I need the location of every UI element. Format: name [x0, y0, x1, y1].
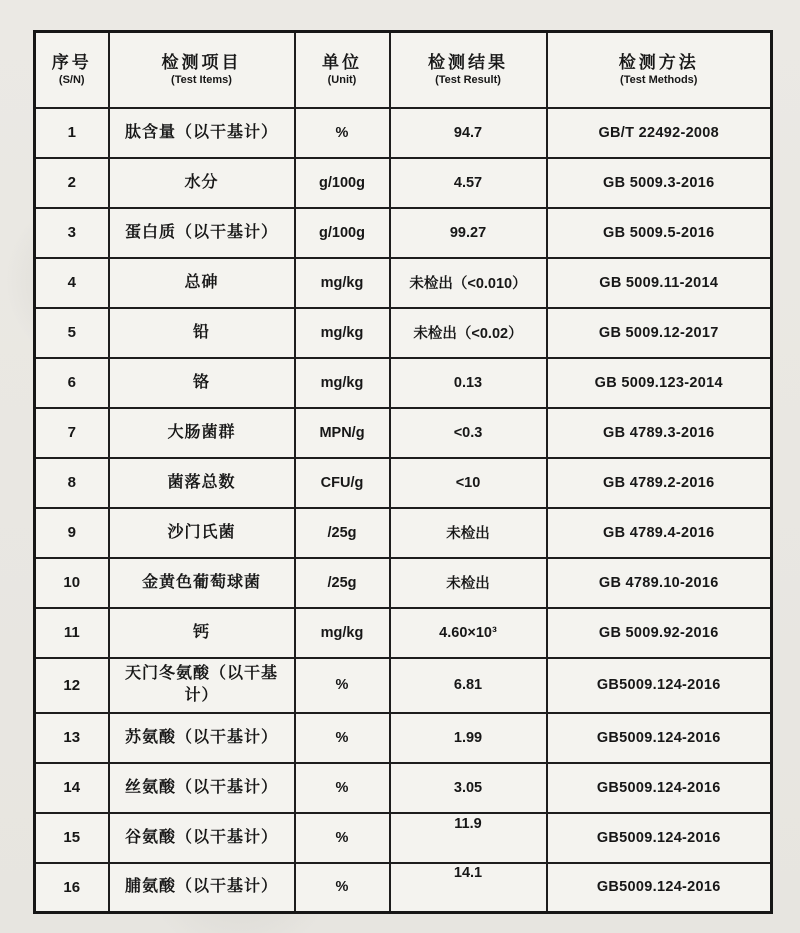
table-row	[35, 813, 772, 863]
unit-cell: %	[295, 658, 390, 713]
item-cell: 天门冬氨酸（以干基计）	[109, 658, 295, 713]
item-cell: 钙	[109, 608, 295, 658]
sn-cell: 15	[35, 813, 109, 863]
sn-cell: 2	[35, 158, 109, 208]
method-cell: GB 4789.4-2016	[547, 508, 772, 558]
result-value: 未检出（<0.02）	[413, 326, 523, 342]
column-header-en: (Test Methods)	[620, 74, 698, 87]
sn-cell: 14	[35, 763, 109, 813]
method-cell: GB 5009.92-2016	[547, 608, 772, 658]
result-cell	[390, 358, 547, 408]
result-cell	[390, 208, 547, 258]
method-cell: GB5009.124-2016	[547, 863, 772, 913]
item-cell: 金黄色葡萄球菌	[109, 558, 295, 608]
column-header-en: (S/N)	[58, 74, 85, 87]
sn-cell: 11	[35, 608, 109, 658]
table-row	[35, 608, 772, 658]
unit-cell: /25g	[295, 508, 390, 558]
table-row	[35, 408, 772, 458]
method-cell: GB5009.124-2016	[547, 658, 772, 713]
table-row	[35, 258, 772, 308]
table-row	[35, 108, 772, 158]
column-header-en: (Unit)	[327, 74, 357, 87]
unit-cell: /25g	[295, 558, 390, 608]
sn-cell: 3	[35, 208, 109, 258]
sn-cell: 12	[35, 658, 109, 713]
column-header-sn	[35, 32, 109, 108]
result-cell	[390, 558, 547, 608]
header-row	[35, 32, 772, 108]
unit-cell: %	[295, 763, 390, 813]
table-row	[35, 208, 772, 258]
result-cell	[390, 408, 547, 458]
result-value: 未检出（<0.010）	[409, 276, 527, 292]
column-header-methods	[547, 32, 772, 108]
unit-cell: %	[295, 713, 390, 763]
sn-cell: 4	[35, 258, 109, 308]
result-value: 4.57	[453, 174, 483, 191]
result-value: 0.13	[453, 374, 483, 391]
sn-cell: 6	[35, 358, 109, 408]
result-value: 4.60×10³	[439, 624, 497, 641]
item-cell: 脯氨酸（以干基计）	[109, 863, 295, 913]
table-row	[35, 863, 772, 913]
item-cell: 铬	[109, 358, 295, 408]
item-cell: 水分	[109, 158, 295, 208]
result-value: 6.81	[453, 677, 483, 693]
table-row	[35, 508, 772, 558]
result-value: 1.99	[453, 729, 483, 746]
unit-cell: %	[295, 813, 390, 863]
item-cell: 肽含量（以干基计）	[109, 108, 295, 158]
item-cell: 苏氨酸（以干基计）	[109, 713, 295, 763]
column-header-items	[109, 32, 295, 108]
unit-cell: MPN/g	[295, 408, 390, 458]
unit-cell: g/100g	[295, 158, 390, 208]
column-header-en: (Test Items)	[171, 74, 232, 87]
result-cell	[390, 763, 547, 813]
result-cell	[390, 158, 547, 208]
unit-cell: g/100g	[295, 208, 390, 258]
item-cell: 铅	[109, 308, 295, 358]
sn-cell: 5	[35, 308, 109, 358]
table-row	[35, 713, 772, 763]
unit-cell: CFU/g	[295, 458, 390, 508]
result-value: 未检出	[446, 526, 490, 542]
unit-cell: mg/kg	[295, 258, 390, 308]
result-value: 94.7	[453, 124, 483, 141]
unit-cell: %	[295, 863, 390, 913]
result-value: 99.27	[449, 224, 487, 241]
column-header-cn: 序号	[51, 52, 92, 72]
result-cell	[390, 508, 547, 558]
sn-cell: 10	[35, 558, 109, 608]
column-header-en: (Test Result)	[435, 74, 501, 87]
column-header-cn: 检测方法	[618, 52, 699, 72]
item-cell: 丝氨酸（以干基计）	[109, 763, 295, 813]
item-cell: 沙门氏菌	[109, 508, 295, 558]
table-row	[35, 763, 772, 813]
column-header-cn: 检测项目	[161, 52, 242, 72]
sn-cell: 8	[35, 458, 109, 508]
method-cell: GB 5009.5-2016	[547, 208, 772, 258]
unit-cell: mg/kg	[295, 358, 390, 408]
result-value: <0.3	[453, 424, 483, 441]
unit-cell: %	[295, 108, 390, 158]
item-cell: 大肠菌群	[109, 408, 295, 458]
table-row	[35, 658, 772, 713]
result-cell	[390, 658, 547, 713]
method-cell: GB 4789.2-2016	[547, 458, 772, 508]
result-value: 14.1	[453, 865, 483, 882]
result-cell	[390, 813, 547, 863]
result-value: 未检出	[446, 576, 490, 592]
result-cell	[390, 108, 547, 158]
result-cell	[390, 258, 547, 308]
method-cell: GB5009.124-2016	[547, 763, 772, 813]
result-cell	[390, 608, 547, 658]
method-cell: GB/T 22492-2008	[547, 108, 772, 158]
column-header-result	[390, 32, 547, 108]
item-cell: 总砷	[109, 258, 295, 308]
table-row	[35, 158, 772, 208]
method-cell: GB 5009.11-2014	[547, 258, 772, 308]
table-row	[35, 308, 772, 358]
result-cell	[390, 713, 547, 763]
column-header-cn: 检测结果	[428, 52, 508, 72]
item-cell: 蛋白质（以干基计）	[109, 208, 295, 258]
sn-cell: 7	[35, 408, 109, 458]
column-header-cn: 单位	[322, 52, 362, 72]
unit-cell: mg/kg	[295, 608, 390, 658]
method-cell: GB 4789.10-2016	[547, 558, 772, 608]
unit-cell: mg/kg	[295, 308, 390, 358]
result-value: 3.05	[453, 779, 483, 796]
item-cell: 谷氨酸（以干基计）	[109, 813, 295, 863]
method-cell: GB5009.124-2016	[547, 813, 772, 863]
column-header-unit	[295, 32, 390, 108]
test-report-table	[33, 30, 773, 914]
method-cell: GB 5009.12-2017	[547, 308, 772, 358]
result-cell	[390, 458, 547, 508]
table-row	[35, 358, 772, 408]
method-cell: GB 5009.3-2016	[547, 158, 772, 208]
sn-cell: 16	[35, 863, 109, 913]
sn-cell: 1	[35, 108, 109, 158]
method-cell: GB 4789.3-2016	[547, 408, 772, 458]
method-cell: GB5009.124-2016	[547, 713, 772, 763]
sn-cell: 13	[35, 713, 109, 763]
result-value: 11.9	[454, 815, 482, 832]
method-cell: GB 5009.123-2014	[547, 358, 772, 408]
item-cell: 菌落总数	[109, 458, 295, 508]
result-cell	[390, 308, 547, 358]
result-cell	[390, 863, 547, 913]
table-row	[35, 458, 772, 508]
sn-cell: 9	[35, 508, 109, 558]
table-row	[35, 558, 772, 608]
result-value: <10	[455, 474, 481, 491]
